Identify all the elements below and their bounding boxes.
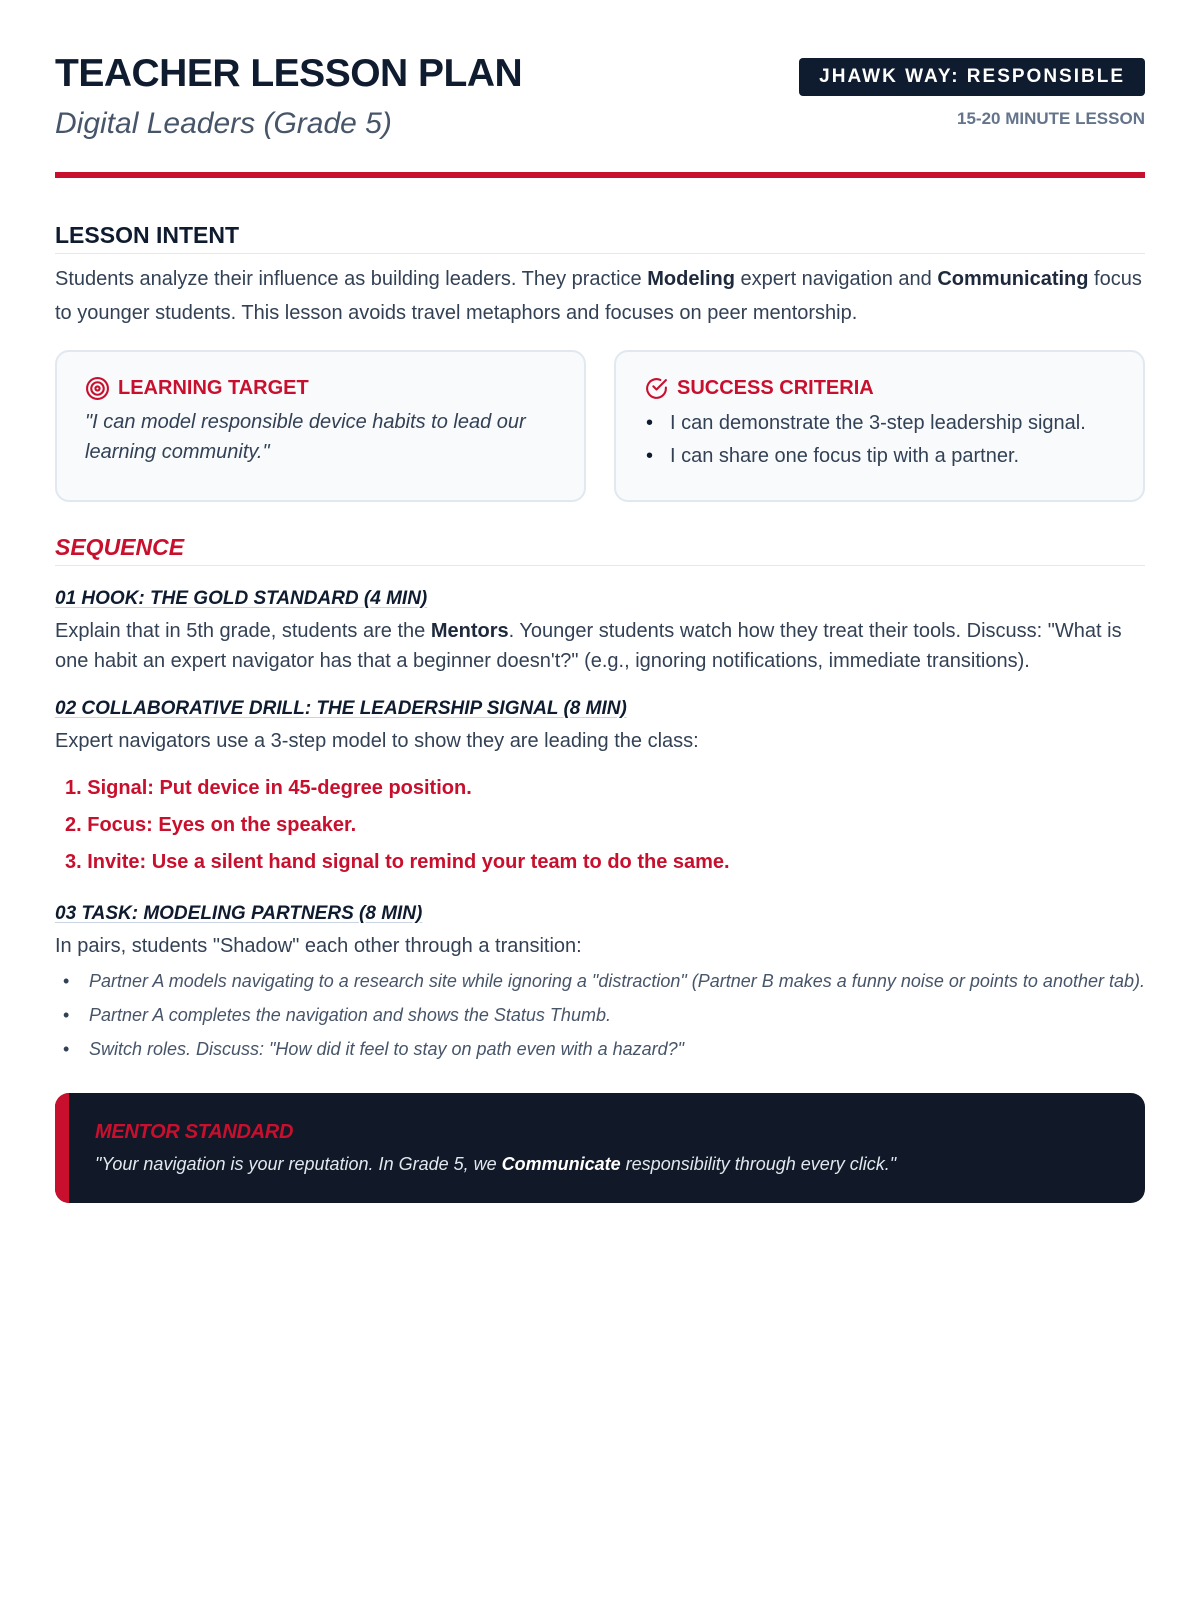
- target-icon: [85, 376, 110, 401]
- step-3-intro: In pairs, students "Shadow" each other through a transition:: [55, 935, 582, 957]
- mentor-standard-title: MENTOR STANDARD: [95, 1121, 294, 1143]
- sequence-heading: SEQUENCE: [55, 534, 1145, 566]
- page-title: TEACHER LESSON PLAN: [55, 52, 523, 95]
- learning-target-quote: "I can model responsible device habits to lead our learning community.": [85, 411, 526, 463]
- lesson-intent-heading: LESSON INTENT: [55, 222, 1145, 254]
- step-1-bold-mentors: Mentors: [430, 620, 509, 642]
- step-1-title: 01 HOOK: THE GOLD STANDARD (4 MIN): [55, 588, 428, 609]
- header-divider: [55, 172, 1145, 178]
- success-criteria-title: [644, 376, 1115, 401]
- list-item: • Partner A completes the navigation and shows the Status Thumb.: [63, 1001, 1145, 1029]
- step-1-text-part: . Younger students watch how they treat their tools. Discuss: "What is one habit an expert navigator has that a beginner doesn't?" (e.g., ignoring notifications, immediate transitions).: [55, 620, 1122, 672]
- intent-text-part: Students analyze their influence as building leaders. They practice: [55, 268, 648, 290]
- list-item: • I can demonstrate the 3-step leadership signal.: [644, 407, 1115, 440]
- step-2-intro: Expert navigators use a 3-step model to show they are leading the class:: [55, 730, 699, 752]
- list-item: 3. Invite: Use a silent hand signal to remind your team to do the same.: [65, 851, 730, 873]
- modeling-partners-list: [55, 967, 1145, 1063]
- success-criteria-card: [614, 350, 1145, 502]
- mentor-standard-quote: [95, 1154, 1105, 1175]
- check-circle-icon: [644, 376, 669, 401]
- intent-text-part: focus to younger students. This lesson avoids travel metaphors and focuses on peer mentorship.: [55, 268, 1142, 324]
- success-criteria-list: [644, 407, 1115, 473]
- jhawk-way-badge: JHAWK WAY: RESPONSIBLE: [799, 58, 1145, 96]
- list-item: 1. Signal: Put device in 45-degree position.: [65, 777, 472, 799]
- leadership-signal-list: [55, 770, 1145, 881]
- target-cards: [55, 350, 1145, 502]
- step-1-body: [55, 616, 1145, 676]
- list-item: • I can share one focus tip with a partner.: [644, 440, 1115, 473]
- step-3-title: 03 TASK: MODELING PARTNERS (8 MIN): [55, 903, 423, 924]
- mentor-quote-part: "Your navigation is your reputation. In Grade 5, we: [95, 1154, 502, 1174]
- learning-target-label: LEARNING TARGET: [118, 377, 309, 399]
- list-item: 2. Focus: Eyes on the speaker.: [65, 814, 357, 836]
- lesson-intent-text: [55, 262, 1145, 330]
- intent-bold-modeling: Modeling: [647, 268, 735, 290]
- intent-bold-communicating: Communicating: [937, 268, 1089, 290]
- mentor-standard-box: [55, 1093, 1145, 1203]
- page-subtitle: Digital Leaders (Grade 5): [55, 107, 392, 140]
- list-item: • Switch roles. Discuss: "How did it feel to stay on path even with a hazard?": [63, 1035, 1145, 1063]
- step-2-title: 02 COLLABORATIVE DRILL: THE LEADERSHIP SIGNAL (8 MIN): [55, 698, 627, 719]
- step-1-text-part: Explain that in 5th grade, students are the: [55, 620, 431, 642]
- list-item: • Partner A models navigating to a research site while ignoring a "distraction" (Partner B makes a funny noise or points to another tab).: [63, 967, 1145, 995]
- intent-text-part: expert navigation and: [734, 268, 938, 290]
- mentor-quote-bold: Communicate: [501, 1154, 621, 1174]
- header: [55, 54, 1145, 172]
- lesson-duration: 15-20 MINUTE LESSON: [957, 109, 1145, 128]
- sequence-section: [55, 534, 1145, 1063]
- success-criteria-label: SUCCESS CRITERIA: [677, 377, 874, 399]
- learning-target-card: [55, 350, 586, 502]
- lesson-intent-section: [55, 222, 1145, 330]
- mentor-quote-part: responsibility through every click.": [620, 1154, 897, 1174]
- learning-target-title: [85, 376, 556, 401]
